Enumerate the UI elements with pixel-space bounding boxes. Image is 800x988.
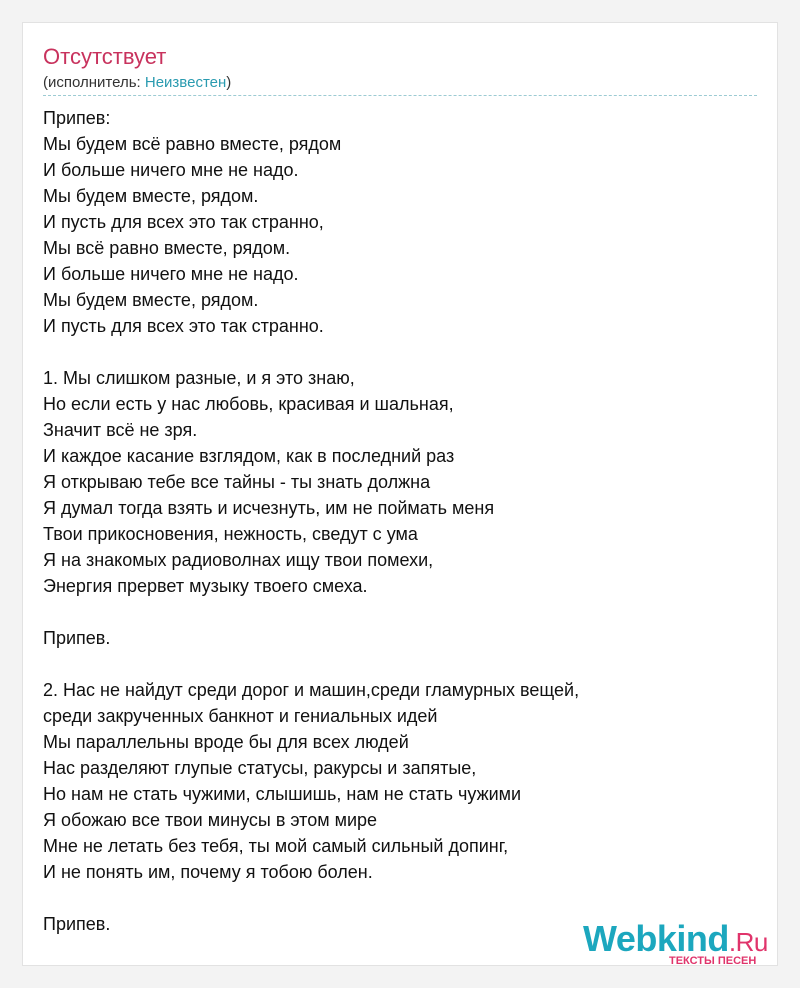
logo-tagline: ТЕКСТЫ ПЕСЕН [669,955,757,967]
lyrics-line: Я обожаю все твои минусы в этом мире [43,810,378,830]
lyrics-card [22,22,778,966]
artist-link[interactable]: Неизвестен [144,74,227,91]
lyrics-body [43,105,759,937]
lyrics-line: Мы будем вместе, рядом. [43,186,259,206]
lyrics-line: Припев. [43,914,111,934]
lyrics-line: Мы всё равно вместе, рядом. [43,238,291,258]
lyrics-line: Твои прикосновения, нежность, сведут с ума [43,524,418,544]
lyrics-line: Значит всё не зря. [43,420,198,440]
song-title: Отсутствует [43,44,167,69]
lyrics-blank-line [43,651,759,677]
lyrics-line: Припев: [43,108,111,128]
lyrics-line: 1. Мы слишком разные, и я это знаю, [43,368,355,388]
artist-prefix: (исполнитель: [43,74,145,91]
lyrics-line: 2. Нас не найдут среди дорог и машин,среди гламурных вещей, [43,680,580,700]
lyrics-line: И каждое касание взглядом, как в последний раз [43,446,455,466]
artist-line [43,73,231,93]
lyrics-line: Я думал тогда взять и исчезнуть, им не поймать меня [43,498,495,518]
lyrics-line: среди закрученных банкнот и гениальных идей [43,706,438,726]
header-divider [43,95,757,96]
lyrics-line: Мы параллельны вроде бы для всех людей [43,732,409,752]
logo-name: Webkind [583,918,729,959]
lyrics-line: И пусть для всех это так странно. [43,316,324,336]
lyrics-line: Но если есть у нас любовь, красивая и шальная, [43,394,454,414]
lyrics-line: Припев. [43,628,111,648]
lyrics-blank-line [43,885,759,911]
site-logo[interactable] [583,919,783,967]
lyrics-blank-line [43,339,759,365]
lyrics-line: Энергия прервет музыку твоего смеха. [43,576,368,596]
lyrics-line: Нас разделяют глупые статусы, ракурсы и запятые, [43,758,477,778]
lyrics-line: Мне не летать без тебя, ты мой самый сильный допинг, [43,836,509,856]
lyrics-line: И больше ничего мне не надо. [43,264,299,284]
lyrics-line: И больше ничего мне не надо. [43,160,299,180]
lyrics-line: И не понять им, почему я тобою болен. [43,862,373,882]
lyrics-line: Я на знакомых радиоволнах ищу твои помехи, [43,550,434,570]
lyrics-line: И пусть для всех это так странно, [43,212,324,232]
lyrics-line: Я открываю тебе все тайны - ты знать должна [43,472,431,492]
logo-tld: .Ru [728,927,768,957]
lyrics-line: Но нам не стать чужими, слышишь, нам не стать чужими [43,784,522,804]
lyrics-blank-line [43,599,759,625]
lyrics-line: Мы будем вместе, рядом. [43,290,259,310]
lyrics-line: Мы будем всё равно вместе, рядом [43,134,342,154]
artist-suffix: ) [226,74,232,91]
